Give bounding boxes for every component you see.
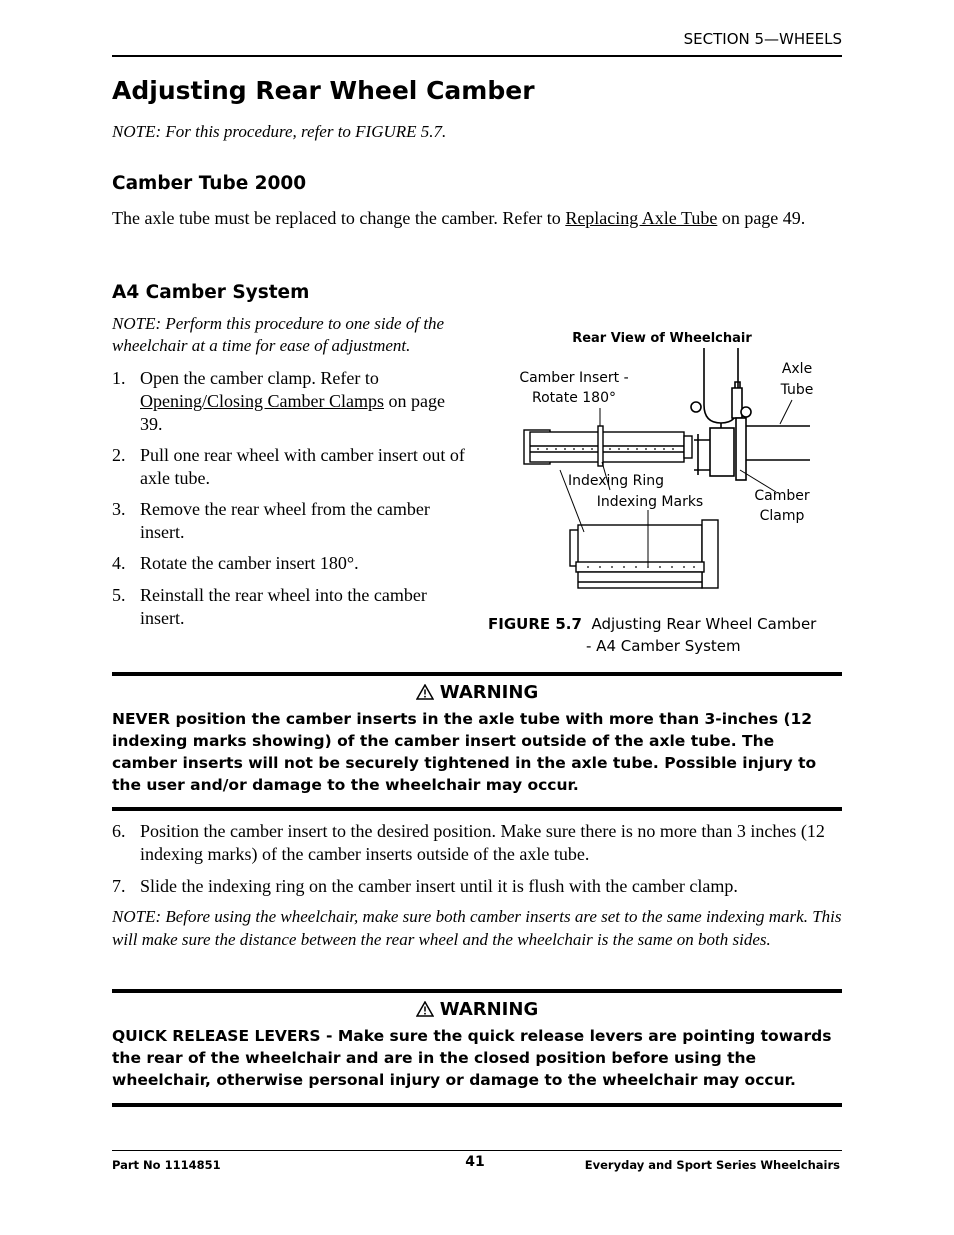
step-item [112, 367, 472, 437]
label-indexing-marks: Indexing Marks [596, 494, 704, 510]
step-number: 3. [112, 499, 126, 519]
camber-clamp [694, 418, 810, 480]
step-number: 1. [112, 368, 126, 388]
step-text-part: Open the camber clamp. Refer to [140, 368, 379, 388]
figure-caption-line-2: - A4 Camber System [586, 637, 741, 655]
paragraph-text: The axle tube must be replaced to change the camber. Refer to [112, 208, 566, 228]
step-text: Pull one rear wheel with camber insert out of axle tube. [140, 445, 465, 488]
figure-caption [488, 613, 844, 657]
step-text: Slide the indexing ring on the camber insert until it is flush with the camber clamp. [140, 876, 738, 896]
intro-note: NOTE: For this procedure, refer to FIGURE 5.7. [112, 122, 447, 141]
page-title: Adjusting Rear Wheel Camber [112, 76, 535, 105]
warning-bottom-rule [112, 807, 842, 811]
figure-title: Rear View of Wheelchair [572, 331, 752, 346]
step-item [112, 820, 842, 870]
warning-top-rule [112, 672, 842, 676]
step-text [140, 367, 470, 436]
a4-note: NOTE: Perform this procedure to one side of the wheelchair at a time for ease of adjustment. [112, 314, 445, 355]
footer-part-number: Part No 1114851 [112, 1158, 221, 1172]
opening-closing-camber-clamps-link[interactable]: Opening/Closing Camber Clamps [140, 391, 384, 411]
footer-rule [112, 1150, 842, 1151]
step-number: 4. [112, 553, 126, 573]
warning-lead: NEVER [112, 710, 171, 728]
label-camber-insert: Camber Insert - [519, 370, 629, 386]
warning-text: position the camber inserts in the axle tube with more than 3-inches (12 indexing marks showing) of the camber insert outside of the axle tube. The camber inserts will not be securely tightened in the axle tube. Possible injury to the user and/or damage to the wheelchair may occur. [112, 710, 817, 794]
step-number: 2. [112, 445, 126, 465]
figure-number: FIGURE 5.7 [488, 615, 582, 633]
label-axle: Axle [781, 361, 813, 377]
warning-bottom-rule [112, 1103, 842, 1107]
footer-series: Everyday and Sport Series Wheelchairs [584, 1158, 840, 1172]
label-tube: Tube [780, 382, 814, 398]
step-number: 7. [112, 876, 126, 896]
camber-insert-upper [524, 426, 692, 466]
step-text: Rotate the camber insert 180°. [140, 553, 359, 573]
step-text: Reinstall the rear wheel into the camber insert. [140, 585, 427, 628]
warning-body [112, 708, 842, 796]
label-clamp: Clamp [759, 508, 805, 524]
final-note: NOTE: Before using the wheelchair, make sure both camber inserts are set to the same indexing mark. This will make sure the distance between the rear wheel and the wheelchair is the same on both sides. [112, 907, 842, 949]
label-camber: Camber [754, 488, 810, 504]
step-item [112, 875, 842, 900]
camber-tube-2000-paragraph [112, 207, 842, 230]
label-rotate-180: Rotate 180° [531, 390, 617, 406]
step-item [112, 552, 472, 577]
warning-title [112, 999, 842, 1020]
warning-title-text: WARNING [439, 682, 539, 703]
camber-insert-lower [570, 520, 718, 588]
warning-body: QUICK RELEASE LEVERS - Make sure the quick release levers are pointing towards the rear of the wheelchair and are in the closed position before using the wheelchair, otherwise personal injury or damage to the wheelchair may occur. [112, 1027, 832, 1089]
warning-title [112, 682, 842, 703]
step-number: 6. [112, 821, 126, 841]
step-item [112, 444, 472, 494]
warning-title-text: WARNING [439, 999, 539, 1020]
replacing-axle-tube-link[interactable]: Replacing Axle Tube [565, 208, 718, 228]
camber-tube-2000-heading: Camber Tube 2000 [112, 173, 307, 194]
section-header: SECTION 5—WHEELS [683, 30, 842, 48]
step-item [112, 498, 472, 548]
warning-top-rule [112, 989, 842, 993]
step-text: Remove the rear wheel from the camber insert. [140, 499, 430, 542]
step-text-part: on page 39. [140, 391, 445, 434]
rear-view-figure [480, 320, 840, 605]
header-rule [112, 55, 842, 57]
step-number: 5. [112, 585, 126, 605]
figure-caption-line-1: Adjusting Rear Wheel Camber [591, 615, 817, 633]
step-item [112, 584, 472, 634]
a4-camber-system-heading: A4 Camber System [112, 282, 310, 303]
warning-triangle-icon [416, 1001, 434, 1017]
paragraph-text: on page 49. [717, 208, 806, 228]
label-indexing-ring: Indexing Ring [567, 473, 665, 489]
step-text: Position the camber insert to the desired position. Make sure there is no more than 3 inches (12 indexing marks) of the camber inserts outside of the axle tube. [140, 821, 825, 864]
page-number: 41 [465, 1154, 485, 1170]
warning-triangle-icon [416, 684, 434, 700]
